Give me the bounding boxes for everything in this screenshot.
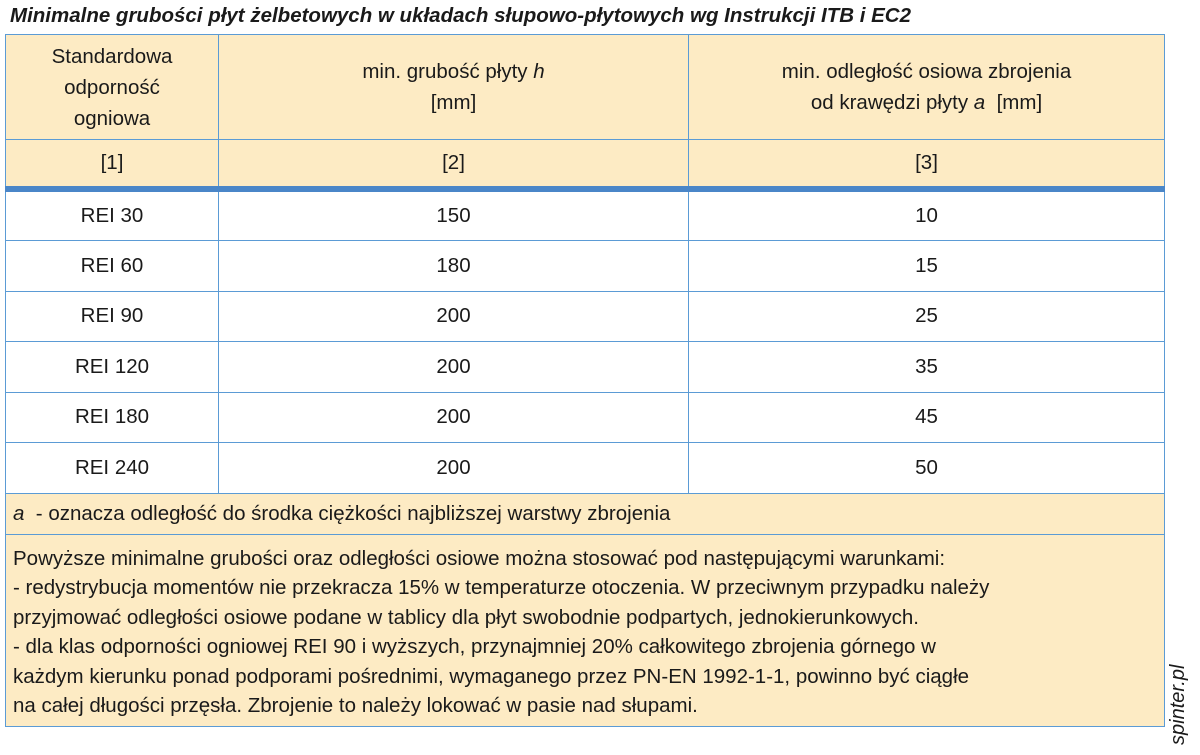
fire-resistance-table — [5, 34, 1165, 727]
rei-class-cell: REI 120 — [6, 342, 219, 393]
header-slab-thickness — [219, 35, 689, 140]
header-col3-line1: min. odległość osiowa zbrojenia — [781, 60, 1072, 83]
header-fire-resistance — [6, 35, 219, 140]
table-row — [6, 443, 1165, 494]
axis-distance-cell: 45 — [689, 392, 1165, 443]
note-variable: a — [13, 501, 25, 525]
thickness-cell: 200 — [219, 291, 689, 342]
header-col3-line2 — [689, 87, 1164, 118]
thickness-cell: 200 — [219, 342, 689, 393]
table-row — [6, 342, 1165, 393]
rei-class-cell: REI 240 — [6, 443, 219, 494]
note-cell — [6, 493, 1165, 534]
column-number-row — [6, 140, 1165, 188]
conditions-line: każdym kierunku ponad podporami pośrednimi, wymaganego przez PN-EN 1992-1-1, powinno być ciągłe — [13, 664, 970, 688]
rei-class-cell: REI 180 — [6, 392, 219, 443]
table-title: Minimalne grubości płyt żelbetowych w układach słupowo-płytowych wg Instrukcji ITB i EC2 — [10, 4, 911, 27]
note-row — [6, 493, 1165, 534]
axis-distance-cell: 35 — [689, 342, 1165, 393]
thickness-cell: 180 — [219, 241, 689, 292]
header-col3-var: a — [973, 91, 986, 114]
axis-distance-cell: 25 — [689, 291, 1165, 342]
rei-class-cell: REI 90 — [6, 291, 219, 342]
header-col1-line2: odporność — [64, 75, 160, 99]
rei-class-cell: REI 60 — [6, 241, 219, 292]
note-text: - oznacza odległość do środka ciężkości najbliższej warstwy zbrojenia — [24, 501, 671, 525]
header-col2-var: h — [533, 60, 545, 83]
conditions-line: - redystrybucja momentów nie przekracza 15% w temperaturze otoczenia. W przeciwnym przypadku należy — [13, 576, 990, 600]
table-row — [6, 191, 1165, 241]
header-col1-line3: ogniowa — [73, 106, 151, 130]
header-row — [6, 35, 1165, 140]
rei-class-cell: REI 30 — [6, 191, 219, 241]
header-col1-line1: Standardowa — [51, 44, 173, 68]
column-number-1: [1] — [6, 140, 219, 188]
watermark: spinter.pl — [1167, 664, 1189, 745]
conditions-row — [6, 534, 1165, 726]
header-col2-unit: [mm] — [430, 91, 477, 114]
conditions-line: na całej długości przęsła. Zbrojenie to należy lokować w pasie nad słupami. — [13, 694, 698, 718]
thickness-cell: 150 — [219, 191, 689, 241]
column-number-3: [3] — [689, 140, 1165, 188]
thickness-cell: 200 — [219, 392, 689, 443]
axis-distance-cell: 10 — [689, 191, 1165, 241]
conditions-line: - dla klas odporności ogniowej REI 90 i wyższych, przynajmniej 20% całkowitego zbrojenia górnego w — [13, 635, 936, 659]
header-col3-unit: [mm] — [985, 91, 1043, 114]
axis-distance-cell: 50 — [689, 443, 1165, 494]
table-row — [6, 291, 1165, 342]
axis-distance-cell: 15 — [689, 241, 1165, 292]
header-col2-text: min. grubość płyty — [362, 60, 534, 83]
thickness-cell: 200 — [219, 443, 689, 494]
header-axis-distance — [689, 35, 1165, 140]
conditions-line: Powyższe minimalne grubości oraz odległości osiowe można stosować pod następującymi warunkami: — [13, 546, 946, 570]
column-number-2: [2] — [219, 140, 689, 188]
header-col3-text: od krawędzi płyty — [810, 91, 974, 114]
header-col2-line1 — [219, 56, 688, 87]
conditions-line: przyjmować odległości osiowe podane w tablicy dla płyt swobodnie podpartych, jednokierunkowych. — [13, 605, 919, 629]
table-row — [6, 241, 1165, 292]
table-row — [6, 392, 1165, 443]
conditions-cell — [6, 534, 1165, 726]
